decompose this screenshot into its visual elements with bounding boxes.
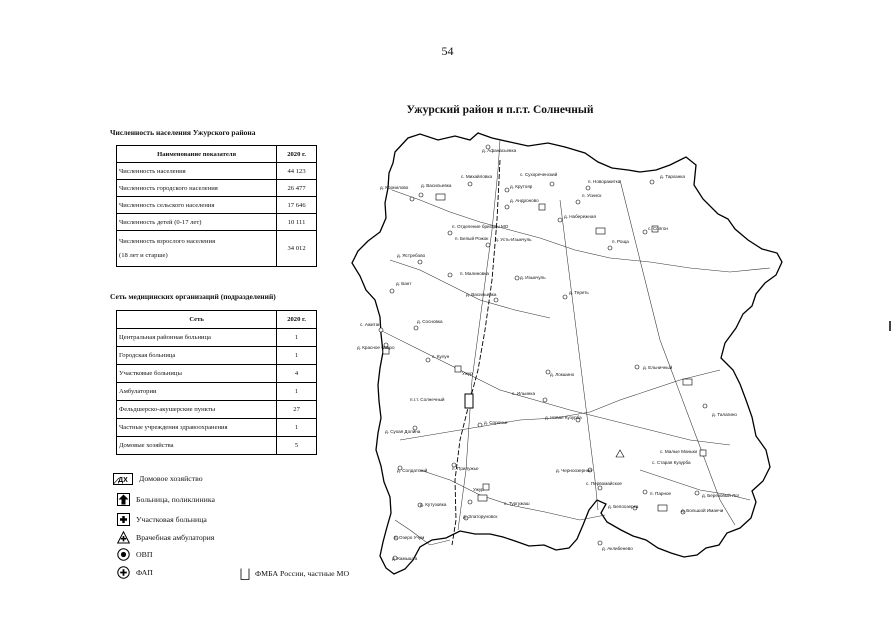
population-col-name: Наименование показателя (117, 146, 277, 163)
map-road (395, 520, 450, 545)
place-label: с. Малые Маньки (660, 449, 698, 454)
fap-marker (478, 423, 482, 427)
place-label: д. Крутояр (510, 184, 533, 189)
row-label: Городская больница (117, 347, 277, 365)
place-label: с. Тургужаш (504, 501, 530, 506)
network-col-name: Сеть (117, 311, 277, 329)
place-label: Ужур (473, 487, 484, 492)
fap-marker (543, 398, 547, 402)
row-label: Численность населения (117, 163, 277, 180)
place-label: д. Белоозерка (608, 504, 639, 509)
fap-marker (448, 231, 452, 235)
place-label: д. Афанасьевка (482, 148, 517, 153)
row-value: 26 477 (277, 180, 317, 197)
fap-marker (468, 182, 472, 186)
place-label: с. Михайловка (461, 174, 493, 179)
place-label: п. Роща (612, 239, 629, 244)
page-title: Ужурский район и п.г.т. Солнечный (406, 104, 594, 116)
place-label: д. Усть-Изыкчуль (495, 237, 532, 242)
hospital-markers (383, 204, 706, 490)
map-roads (380, 140, 770, 545)
row-label: Амбулатории (117, 383, 277, 401)
row-value: 4 (277, 365, 317, 383)
map-road (560, 200, 598, 510)
fap-marker (703, 404, 707, 408)
place-label: д. Сорочье (484, 420, 508, 425)
row-label: Численность сельского населения (117, 197, 277, 214)
row-label-line1: Численность взрослого населения (119, 238, 216, 245)
place-label: с. Сухореченский (520, 172, 558, 177)
household-marker (683, 379, 692, 385)
network-heading: Сеть медицинских организаций (подразделений) (110, 292, 276, 301)
legend-label: Участковая больница (136, 515, 207, 524)
fap-marker (419, 193, 423, 197)
place-label: д. Березовый Лог (702, 493, 740, 498)
place-label: с. Первомайское (586, 481, 622, 486)
place-label: д. Локшино (550, 372, 575, 377)
place-label: д. Красное Озеро (357, 345, 395, 350)
row-value: 1 (277, 383, 317, 401)
row-value: 1 (277, 329, 317, 347)
place-label: д. Сухая Долина (385, 429, 421, 434)
place-label: д. Корнилово (380, 185, 409, 190)
place-label: с. Ильинка (512, 391, 535, 396)
place-labels (357, 148, 740, 561)
solnechny-marker (465, 394, 473, 408)
fap-marker (598, 486, 602, 490)
row-value: 27 (277, 401, 317, 419)
map-road (420, 470, 605, 520)
row-label: Частные учреждения здравоохранения (117, 419, 277, 437)
place-label: д. Аклибенево (602, 546, 633, 551)
legend-label: Больница, поликлиника (136, 495, 215, 504)
fap-marker (486, 243, 490, 247)
legend-label: ОВП (136, 550, 153, 559)
fap-marker (505, 188, 509, 192)
fap-marker (586, 186, 590, 190)
row-value: 44 123 (277, 163, 317, 180)
map-road (400, 370, 720, 440)
place-label: д. Тереть (569, 290, 589, 295)
row-label-line2: (18 лет и старше) (119, 252, 168, 259)
place-label: д. Кутузовка (420, 502, 447, 507)
row-label: Участковые больницы (117, 365, 277, 383)
edge-mark (889, 321, 891, 331)
place-label: п. Малиновка (460, 271, 489, 276)
place-label: п. Отделение бригады МО (452, 224, 509, 229)
fap-marker (608, 246, 612, 250)
place-label: д. Бант (396, 281, 412, 286)
fap-marker (695, 491, 699, 495)
place-label: с. Ажитан (360, 322, 381, 327)
place-label: д. Васильевка (421, 183, 452, 188)
place-label: д. Ястребово (397, 253, 426, 258)
place-label: д. Изыкчуль (520, 275, 546, 280)
map-road (458, 140, 500, 530)
fap-marker (643, 490, 647, 494)
place-label: с. Старая Кузурба (652, 460, 691, 465)
map-road (392, 190, 770, 272)
place-label: п. Озеро Учум (394, 535, 425, 540)
hospital-marker (483, 484, 489, 490)
place-label: д. Талагино (712, 412, 737, 417)
hospital-marker (700, 450, 706, 456)
page-number: 54 (441, 44, 454, 58)
place-label: п. Новоракитка (588, 179, 621, 184)
fap-marker (494, 298, 498, 302)
place-label: д. Тарханка (660, 174, 685, 179)
population-heading: Численность населения Ужурского района (110, 128, 256, 137)
place-label: Ужур (462, 371, 473, 376)
place-label: д. Сосновка (417, 319, 443, 324)
household-marker (478, 495, 487, 501)
place-label: д. Андроново (510, 198, 539, 203)
household-marker (436, 194, 445, 200)
place-label: д. Златоруновск (463, 514, 498, 519)
household-icon-text: ДХ (118, 476, 128, 484)
household-marker (596, 228, 605, 234)
row-value: 34 012 (277, 231, 317, 267)
map-road (380, 330, 730, 445)
place-label: д. Новая Кузурба (545, 415, 582, 420)
fap-marker (410, 197, 414, 201)
fap-marker (635, 365, 639, 369)
legend-label: Врачебная амбулатория (136, 533, 215, 542)
place-label: д. Васильевка (466, 292, 497, 297)
place-label: д. Черноозерное (556, 468, 592, 473)
ambulatory-markers (616, 450, 624, 457)
place-label: д. Солдатский (397, 468, 428, 473)
fap-marker (515, 276, 519, 280)
fap-marker (426, 358, 430, 362)
fap-marker (505, 205, 509, 209)
row-label: Численность городского населения (117, 180, 277, 197)
fap-marker (558, 218, 562, 222)
row-value: 1 (277, 419, 317, 437)
place-label: д. Набережная (564, 214, 596, 219)
place-label: п. Белый Рожок (455, 236, 489, 241)
place-label: д. Камышта (392, 556, 418, 561)
fap-marker (390, 289, 394, 293)
fap-marker (414, 326, 418, 330)
row-value: 17 646 (277, 197, 317, 214)
household-marker (658, 505, 667, 511)
fap-marker (468, 500, 472, 504)
row-label: Численность детей (0-17 лет) (117, 214, 277, 231)
map-road (620, 180, 735, 525)
fap-marker (650, 180, 654, 184)
network-col-year: 2020 г. (277, 311, 317, 329)
place-label: п. Усинск (582, 193, 602, 198)
fap-marker (550, 182, 554, 186)
place-label: п.г.т. Солнечный (410, 397, 445, 402)
row-label: Центральная районная больница (117, 329, 277, 347)
place-label: д. Большой Иманчи (681, 508, 724, 513)
fap-marker (576, 200, 580, 204)
place-label: с. Кулун (432, 354, 450, 359)
fap-marker (448, 273, 452, 277)
legend-label: Домовое хозяйство (139, 474, 203, 483)
row-label: Фельдшерско-акушерские пункты (117, 401, 277, 419)
map-road (390, 260, 550, 318)
fap-marker (563, 295, 567, 299)
fap-marker (418, 260, 422, 264)
place-label: п. Парное (650, 491, 672, 496)
fap-marker (643, 230, 647, 234)
population-col-year: 2020 г. (277, 146, 317, 163)
place-label: д. Ельничный (643, 365, 673, 370)
legend-label: ФМБА России, частные МО (255, 569, 350, 578)
place-label: п. Прилужье (452, 466, 479, 471)
row-value: 5 (277, 437, 317, 455)
hospital-marker (539, 204, 545, 210)
legend-label: ФАП (136, 568, 153, 577)
fap-marker (598, 541, 602, 545)
row-value: 1 (277, 347, 317, 365)
fap-marker (379, 328, 383, 332)
row-label: Домовые хозяйства (117, 437, 277, 455)
hospital-marker (455, 366, 461, 372)
place-label: с. Солгон (648, 226, 668, 231)
row-value: 10 111 (277, 214, 317, 231)
ambulatory-marker (616, 450, 624, 457)
